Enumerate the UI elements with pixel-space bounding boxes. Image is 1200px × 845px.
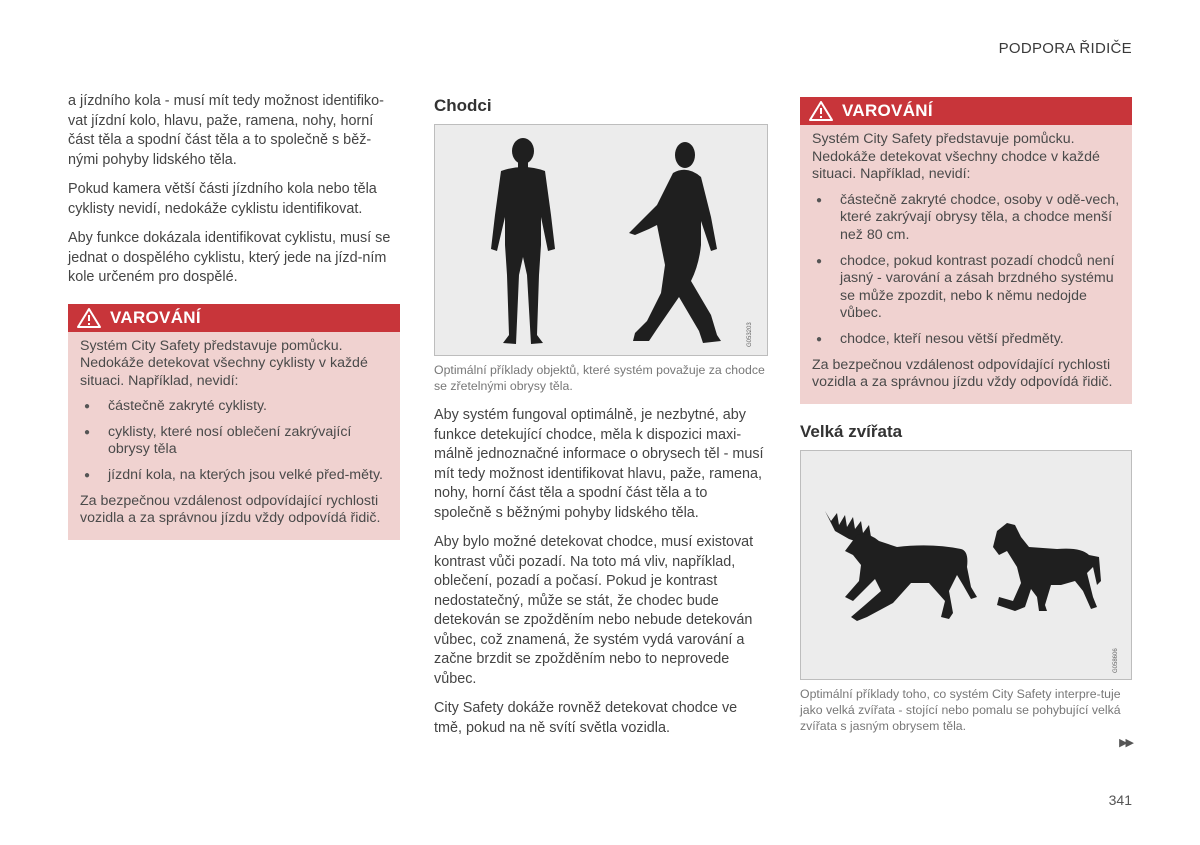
standing-person-silhouette [491,138,555,344]
moose-silhouette [825,511,977,621]
list-item: ● jízdní kola, na kterých jsou velké před-měty. [80,467,388,485]
paragraph: a jízdního kola - musí mít tedy možnost identifiko-vat jízdní kolo, hlavu, paže, ramena, nohy, horní část těla a spodní část těla a to společně s běž-nými pohyby lidského těla. [68,93,384,168]
warning-intro: Systém City Safety představuje pomůcku. Nedokáže detekovat všechny chodce v každé situaci. Například, nevidí: [812,131,1100,183]
warning-box-pedestrians [800,97,1132,404]
figure-caption: Optimální příklady toho, co systém City Safety interpre-tuje jako velká zvířata - stojící nebo pomalu se pohybující velká zvířata s jasným obrysem těla. [800,686,1121,733]
warning-header [68,304,400,332]
warning-intro: Systém City Safety představuje pomůcku. Nedokáže detekovat všechny cyklisty v každé situaci. Například, nevidí: [80,337,368,389]
walking-person-silhouette [629,142,721,343]
figure-code: G058606 [1113,648,1119,673]
page-number: 341 [1108,792,1132,808]
warning-triangle-icon [76,307,102,329]
warning-body [800,125,1132,392]
column-left [68,92,400,540]
warning-header [800,97,1132,125]
list-item: ● částečně zakryté cyklisty. [80,398,388,416]
horse-silhouette [993,523,1101,611]
warning-list [80,398,388,484]
heading-pedestrians: Chodci [434,96,492,115]
paragraph: City Safety dokáže rovněž detekovat chodce ve tmě, pokud na ně svítí světla vozidla. [434,700,738,736]
pedestrians-figure [434,124,768,356]
double-arrow-right-icon[interactable]: ▶▶ [1119,737,1132,749]
heading-large-animals: Velká zvířata [800,421,903,441]
paragraph: Aby bylo možné detekovat chodce, musí existovat kontrast vůči pozadí. Na toto má vliv, například, oblečení, pozadí a počasí. Pokud je kontrast nedostatečný, může se stát, že chodec bude detekován se zpožděním nebo nebude detekován vůbec, což znamená, že systém vydá varování a začne brzdit se zpožděním nebo to neprovede vůbec. [434,534,754,687]
paragraph: Aby systém fungoval optimálně, je nezbytné, aby funkce detekující chodce, měla k dispozici maxi-málně jednoznačné informace o obrysech těl - musí mít tedy možnost identifikovat hlavu, paže, ramena, nohy, horní část těla a spodní část těla a to společně s běžnými pohyby lidského těla. [434,407,764,521]
figure-caption: Optimální příklady objektů, které systém považuje za chodce se zřetelnými obrysy těla. [434,363,765,393]
warning-box-cyclists [68,304,400,540]
large-animals-figure [800,450,1132,680]
warning-body [68,332,400,528]
warning-outro: Za bezpečnou vzdálenost odpovídající rychlosti vozidla a za správnou jízdu vždy odpovídá řidič. [80,492,381,527]
list-item: ● chodce, pokud kontrast pozadí chodců není jasný - varování a zásah brzdného systému se může zpozdit, nebo k němu nedojde vůbec. [812,253,1120,323]
column-right [800,97,1132,746]
list-item: ● cyklisty, které nosí oblečení zakrývající obrysy těla [80,424,388,459]
warning-title: VAROVÁNÍ [110,307,201,327]
warning-outro: Za bezpečnou vzdálenost odpovídající rychlosti vozidla a za správnou jízdu vždy odpovídá řidič. [812,356,1113,391]
warning-title: VAROVÁNÍ [842,101,933,120]
pedestrian-silhouettes-image [435,125,767,355]
list-item: ● chodce, kteří nesou větší předměty. [812,331,1120,349]
animal-silhouettes-image [801,451,1131,679]
figure-code: G053203 [747,322,753,347]
section-header: PODPORA ŘIDIČE [998,40,1132,57]
column-middle [434,96,768,748]
warning-triangle-icon [808,100,834,122]
list-item: ● částečně zakryté chodce, osoby v odě-vech, které zakrývají obrysy těla, a chodce menší než 80 cm. [812,192,1120,245]
warning-list [812,192,1120,349]
paragraph: Pokud kamera větší části jízdního kola nebo těla cyklisty nevidí, nedokáže cyklistu identifikovat. [68,181,377,217]
paragraph: Aby funkce dokázala identifikovat cyklistu, musí se jednat o dospělého cyklistu, který jede na jízd-ním kole určeném pro dospělé. [68,230,391,285]
